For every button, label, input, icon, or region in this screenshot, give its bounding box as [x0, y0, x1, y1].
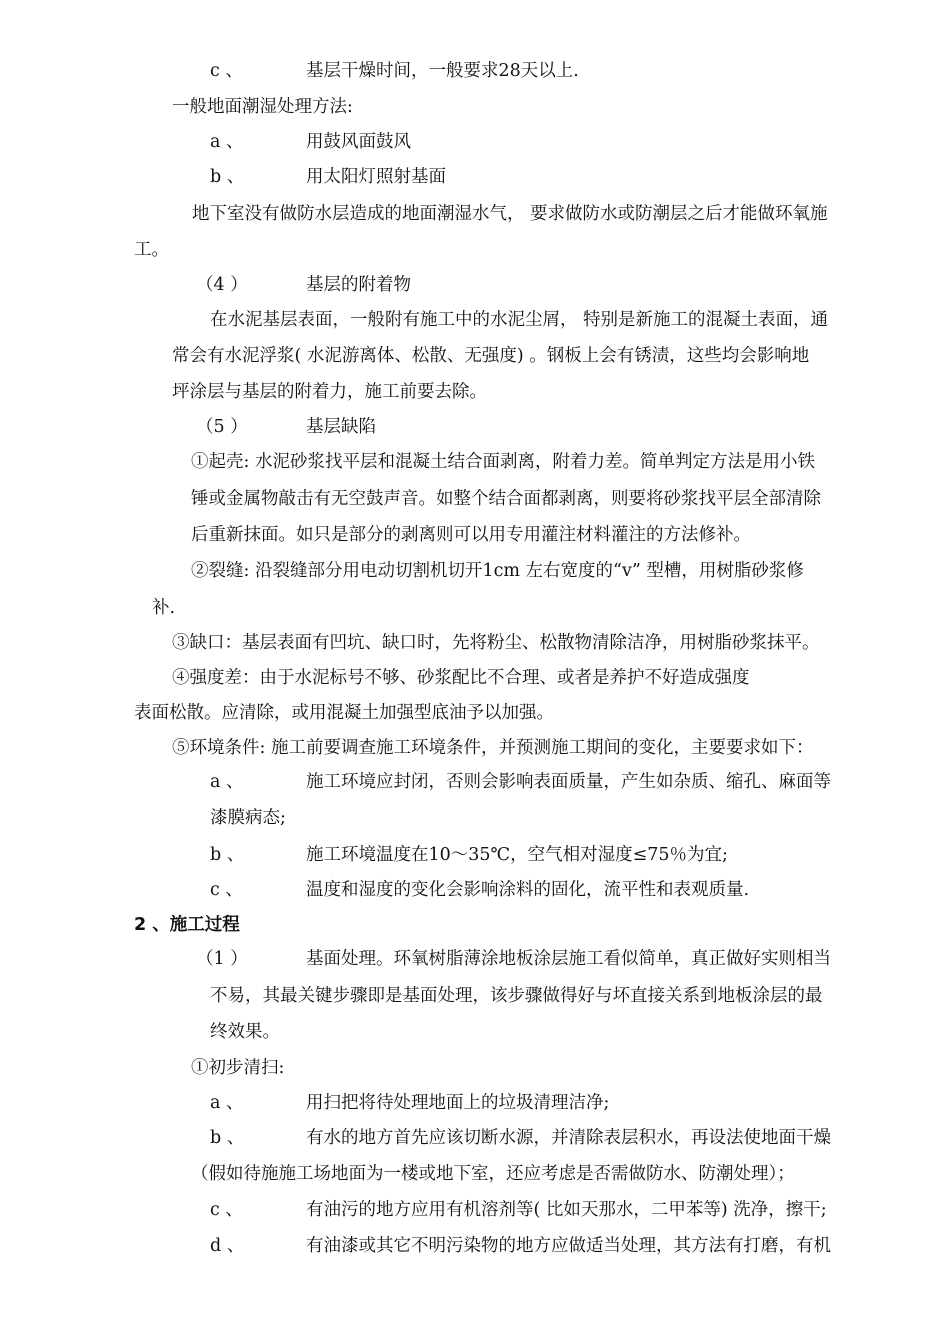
text-line: 用太阳灯照射基面 [306, 167, 446, 187]
text-line: ③缺口：基层表面有凹坑、缺口时，先将粉尘、松散物清除洁净，用树脂砂浆抹平。 [172, 633, 820, 653]
list-marker: c 、 [210, 1200, 243, 1220]
list-marker: a 、 [210, 772, 244, 792]
text-line: 漆膜病态; [210, 808, 286, 828]
text-line: 一般地面潮湿处理方法: [172, 97, 353, 117]
text-line: 常会有水泥浮浆( 水泥游离体、松散、无强度) 。钢板上会有锈渍，这些均会影响地 [172, 346, 810, 366]
section-number: （4 ） [196, 275, 248, 295]
text-line: 地下室没有做防水层造成的地面潮湿水气， 要求做防水或防潮层之后才能做环氧施 [192, 204, 828, 224]
text-line: 基层干燥时间，一般要求28天以上. [306, 61, 579, 81]
text-line: 有水的地方首先应该切断水源，并清除表层积水，再设法使地面干燥 [306, 1128, 831, 1148]
text-line: 表面松散。应清除，或用混凝土加强型底油予以加强。 [134, 703, 554, 723]
text-line: 在水泥基层表面，一般附有施工中的水泥尘屑， 特别是新施工的混凝土表面，通 [210, 310, 829, 330]
list-marker: b 、 [210, 1128, 245, 1148]
text-line: 终效果。 [210, 1022, 280, 1042]
text-line: 有油漆或其它不明污染物的地方应做适当处理，其方法有打磨，有机 [306, 1236, 831, 1256]
text-line: ②裂缝: 沿裂缝部分用电动切割机切开1cm 左右宽度的“v” 型槽，用树脂砂浆修 [191, 561, 804, 581]
text-line: 施工环境温度在10～35℃，空气相对湿度≤75％为宜; [306, 845, 728, 865]
section-heading: 基层的附着物 [306, 275, 411, 295]
text-line: （假如待施施工场地面为一楼或地下室，还应考虑是否需做防水、防潮处理）； [191, 1164, 795, 1184]
list-marker: b 、 [210, 845, 245, 865]
section-title: 2 、施工过程 [134, 915, 240, 935]
text-line: ④强度差：由于水泥标号不够、砂浆配比不合理、或者是养护不好造成强度 [172, 668, 750, 688]
list-marker: c 、 [210, 880, 243, 900]
text-line: 补. [152, 598, 176, 618]
text-line: 用鼓风面鼓风 [306, 132, 411, 152]
section-number: （5 ） [196, 417, 248, 437]
text-line: 工。 [134, 240, 169, 260]
section-heading: 基层缺陷 [306, 417, 376, 437]
list-marker: d 、 [210, 1236, 245, 1256]
text-line: 坪涂层与基层的附着力，施工前要去除。 [172, 382, 487, 402]
text-line: ⑤环境条件: 施工前要调查施工环境条件，并预测施工期间的变化，主要要求如下： [172, 738, 814, 758]
text-line: 锤或金属物敲击有无空鼓声音。如整个结合面都剥离，则要将砂浆找平层全部清除 [191, 489, 821, 509]
text-line: 基面处理。环氧树脂薄涂地板涂层施工看似简单，真正做好实则相当 [306, 949, 831, 969]
text-line: 用扫把将待处理地面上的垃圾清理洁净; [306, 1093, 610, 1113]
text-line: 后重新抹面。如只是部分的剥离则可以用专用灌注材料灌注的方法修补。 [191, 525, 751, 545]
text-line: 不易，其最关键步骤即是基面处理，该步骤做得好与坏直接关系到地板涂层的最 [210, 986, 823, 1006]
section-number: （1 ） [196, 949, 248, 969]
list-marker: b 、 [210, 167, 245, 187]
list-marker: a 、 [210, 132, 244, 152]
list-marker: a 、 [210, 1093, 244, 1113]
list-marker: c 、 [210, 61, 243, 81]
text-line: 有油污的地方应用有机溶剂等( 比如天那水，二甲苯等) 洗净，擦干; [306, 1200, 827, 1220]
text-line: 施工环境应封闭，否则会影响表面质量，产生如杂质、缩孔、麻面等 [306, 772, 831, 792]
text-line: ①起壳: 水泥砂浆找平层和混凝土结合面剥离，附着力差。简单判定方法是用小铁 [191, 452, 815, 472]
text-line: ①初步清扫: [191, 1058, 285, 1078]
text-line: 温度和湿度的变化会影响涂料的固化，流平性和表观质量. [306, 880, 750, 900]
